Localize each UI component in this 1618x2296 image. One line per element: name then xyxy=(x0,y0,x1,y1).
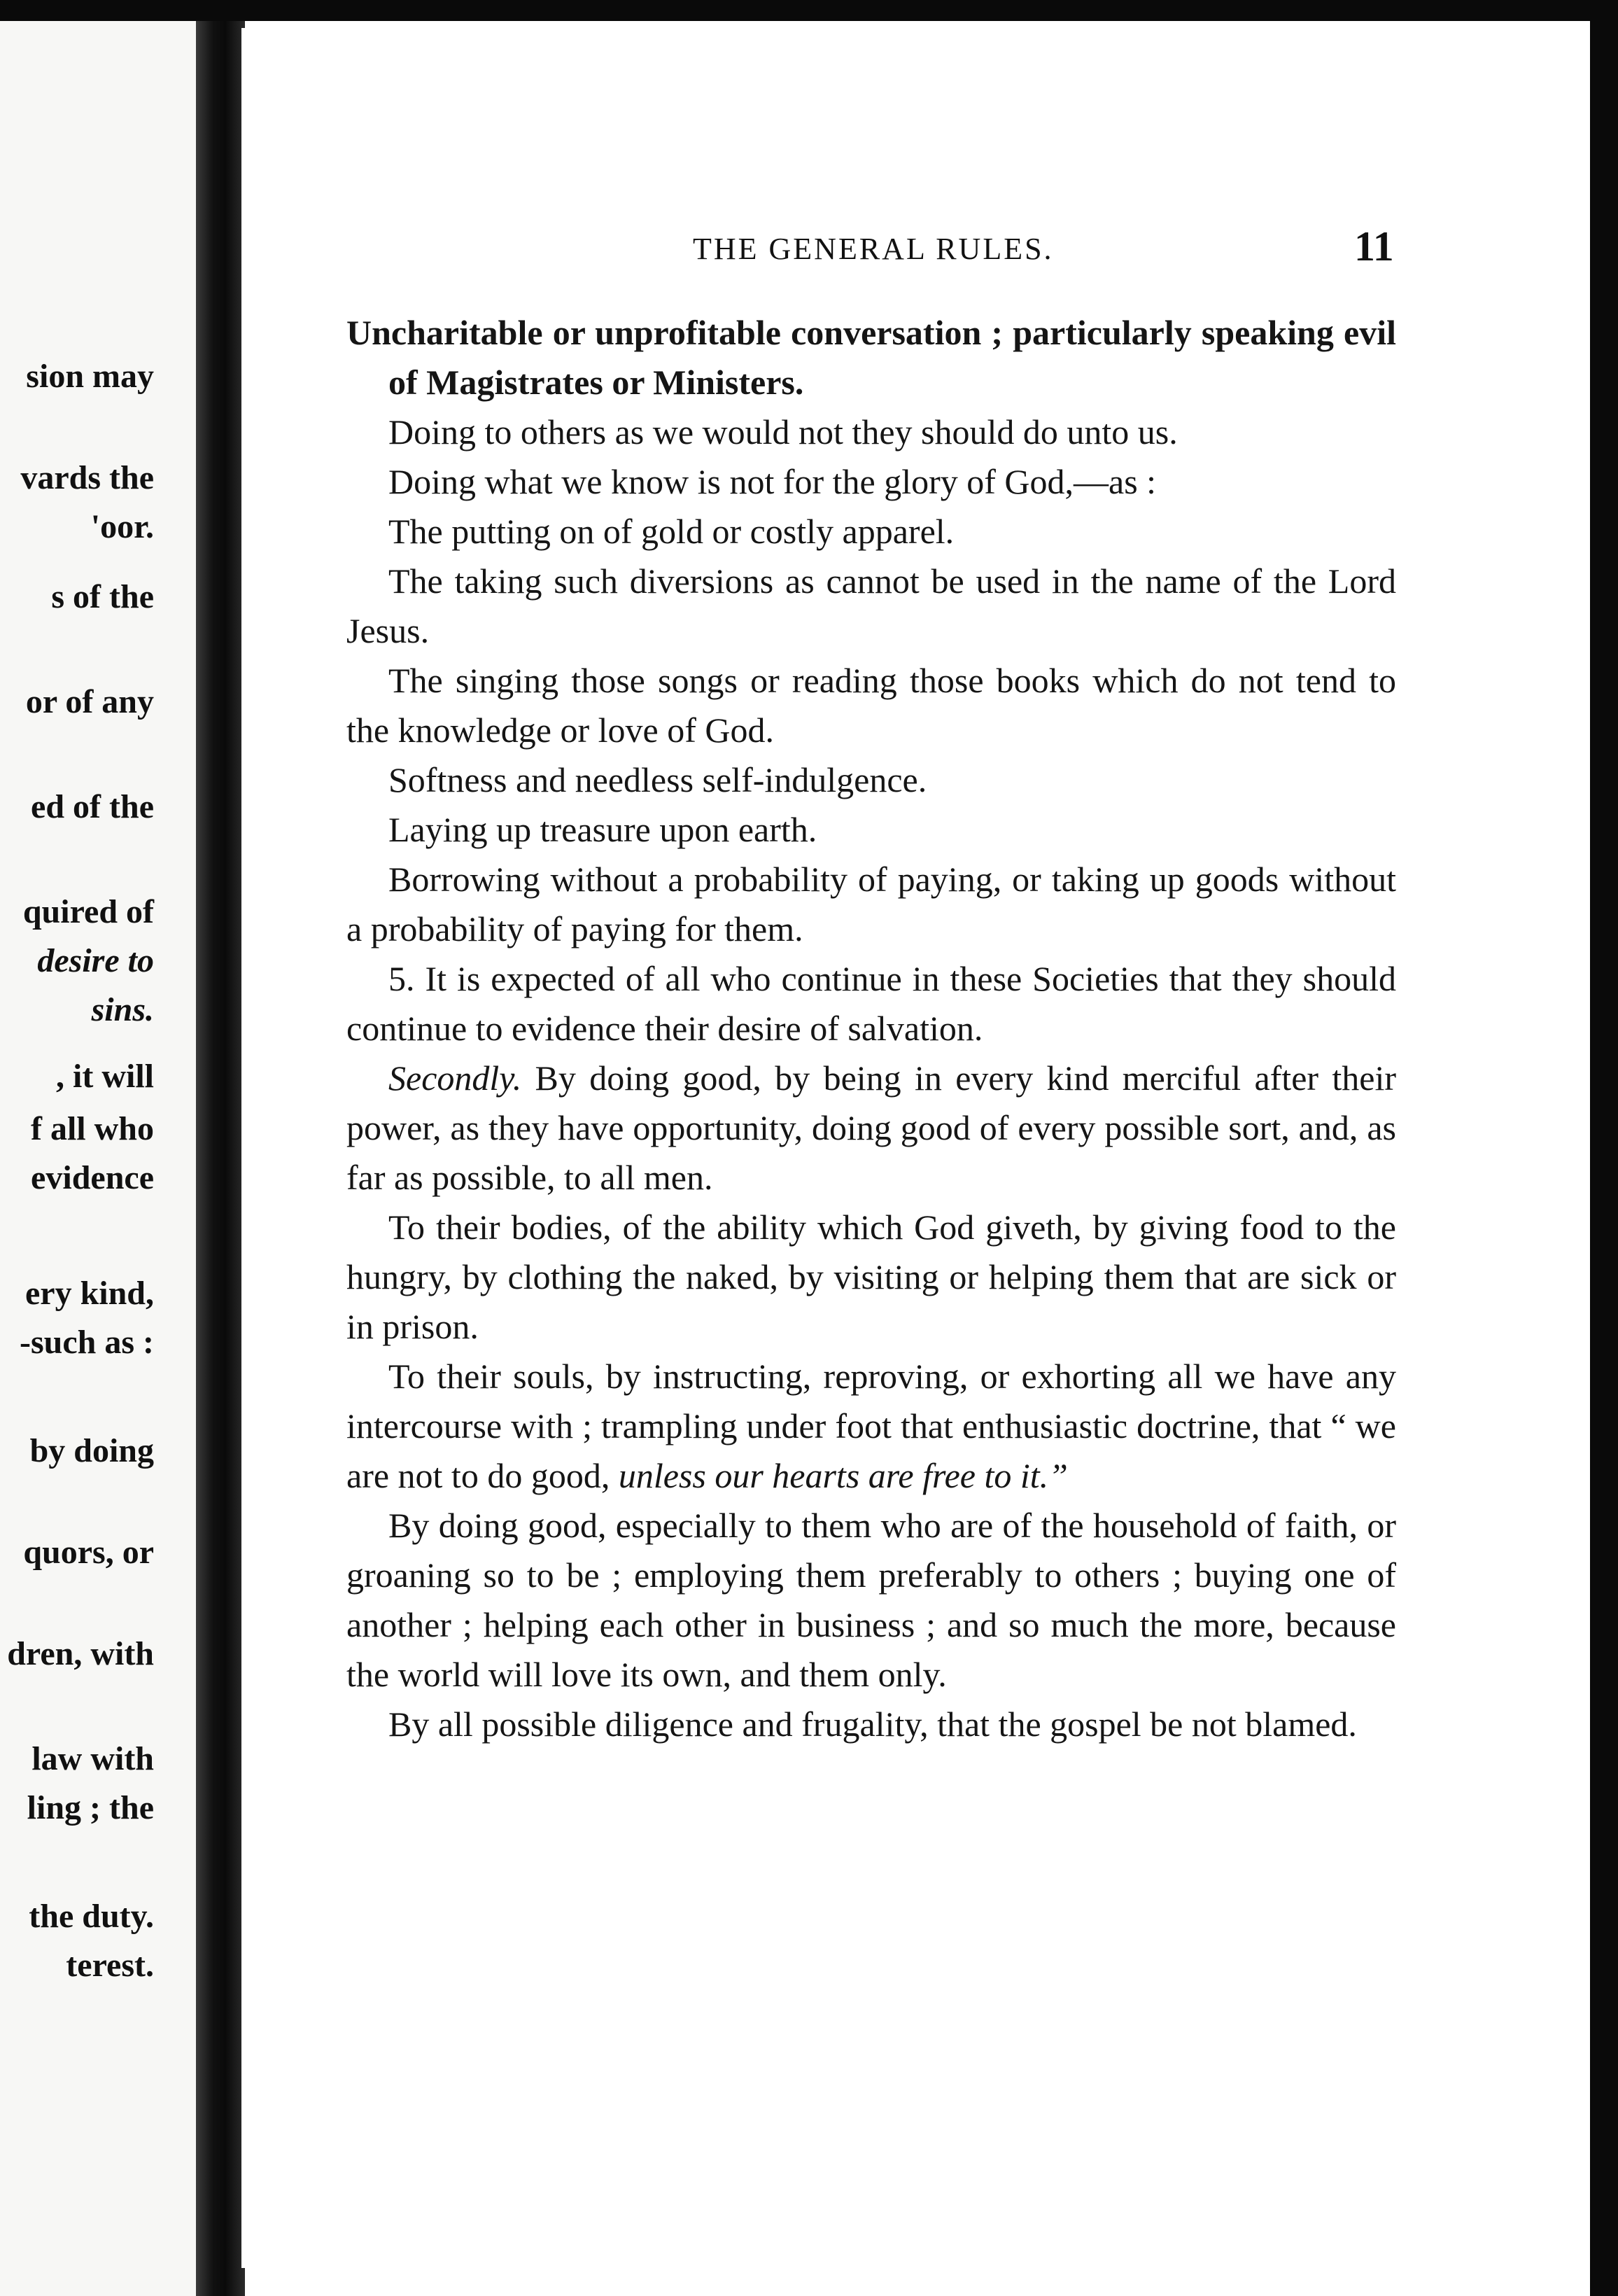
book-spine-gutter xyxy=(196,21,245,2296)
facing-page-line: sins. xyxy=(91,991,154,1028)
paragraph-text: To their souls, by instructing, reproving, or exhorting all we have any intercourse with ; trampling under foot that enthusiastic doctrine, that “ we are not to do good, xyxy=(346,1357,1396,1495)
facing-page-line: , it will xyxy=(56,1058,154,1095)
facing-page-line: sion may xyxy=(26,358,154,395)
paragraph: Doing what we know is not for the glory of God,—as : xyxy=(388,462,1157,501)
facing-page-line: the duty. xyxy=(29,1898,154,1935)
paragraph: By all possible diligence and frugality, that the gospel be not blamed. xyxy=(388,1704,1357,1744)
paragraph: Laying up treasure upon earth. xyxy=(388,810,817,849)
scan-top-border xyxy=(0,0,1618,21)
paragraph: The taking such diversions as cannot be used in the name of the Lord Jesus. xyxy=(346,561,1396,650)
paragraph xyxy=(346,1054,1396,1203)
facing-page-fragment xyxy=(0,21,203,2296)
facing-page-line: ery kind, xyxy=(24,1275,154,1312)
paragraph: The singing those songs or reading those books which do not tend to the knowledge or love of God. xyxy=(346,661,1396,750)
facing-page-line: or of any xyxy=(25,683,154,720)
facing-page-line: -such as : xyxy=(19,1324,154,1361)
facing-page-line: 'oor. xyxy=(90,508,154,545)
facing-page-line: evidence xyxy=(31,1159,154,1196)
facing-page-line: quired of xyxy=(22,893,154,930)
body-text xyxy=(346,308,1396,1749)
facing-page-line: quors, or xyxy=(23,1534,154,1571)
facing-page-line: by doing xyxy=(29,1432,154,1469)
scan-right-border xyxy=(1590,0,1618,2296)
facing-page-line: ling ; the xyxy=(27,1789,154,1826)
facing-page-line: vards the xyxy=(20,459,154,496)
paragraph: To their bodies, of the ability which God giveth, by giving food to the hungry, by clothing the naked, by visiting or helping them that are sick or in prison. xyxy=(346,1208,1396,1346)
facing-page-line: terest. xyxy=(66,1947,154,1984)
facing-page-line: desire to xyxy=(37,942,154,979)
paragraph: Borrowing without a probability of paying, or taking up goods without a probability of paying for them. xyxy=(346,860,1396,948)
paragraph: Softness and needless self-indulgence. xyxy=(388,760,927,799)
secondly-lead: Secondly. xyxy=(388,1058,522,1098)
running-head: THE GENERAL RULES. xyxy=(693,232,1054,266)
paragraph: Uncharitable or unprofitable conversation ; particularly speaking evil of Magistrates or Ministers. xyxy=(346,313,1396,402)
paragraph: The putting on of gold or costly apparel. xyxy=(388,512,955,551)
paragraph: By doing good, especially to them who are of the household of faith, or groaning so to be ; employing them preferably to others ; buying one of another ; helping each other in business ; and so much the more, because the world will love its own, and them only. xyxy=(346,1506,1396,1694)
facing-page-line: law with xyxy=(31,1740,154,1777)
facing-page-line: f all who xyxy=(30,1110,154,1147)
page-number: 11 xyxy=(1354,223,1394,270)
facing-page-line: s of the xyxy=(51,578,154,615)
italic-phrase: unless our hearts are free to it.” xyxy=(610,1456,1068,1495)
paragraph: Doing to others as we would not they should do unto us. xyxy=(388,412,1178,451)
paragraph: 5. It is expected of all who continue in these Societies that they should continue to evidence their desire of salvation. xyxy=(346,959,1396,1048)
facing-page-line: dren, with xyxy=(7,1635,154,1672)
paragraph xyxy=(346,1352,1396,1501)
paragraph-text: By doing good, by being in every kind merciful after their power, as they have opportunity, doing good of every possible sort, and, as far as possible, to all men. xyxy=(346,1058,1396,1197)
facing-page-line: ed of the xyxy=(31,788,154,825)
